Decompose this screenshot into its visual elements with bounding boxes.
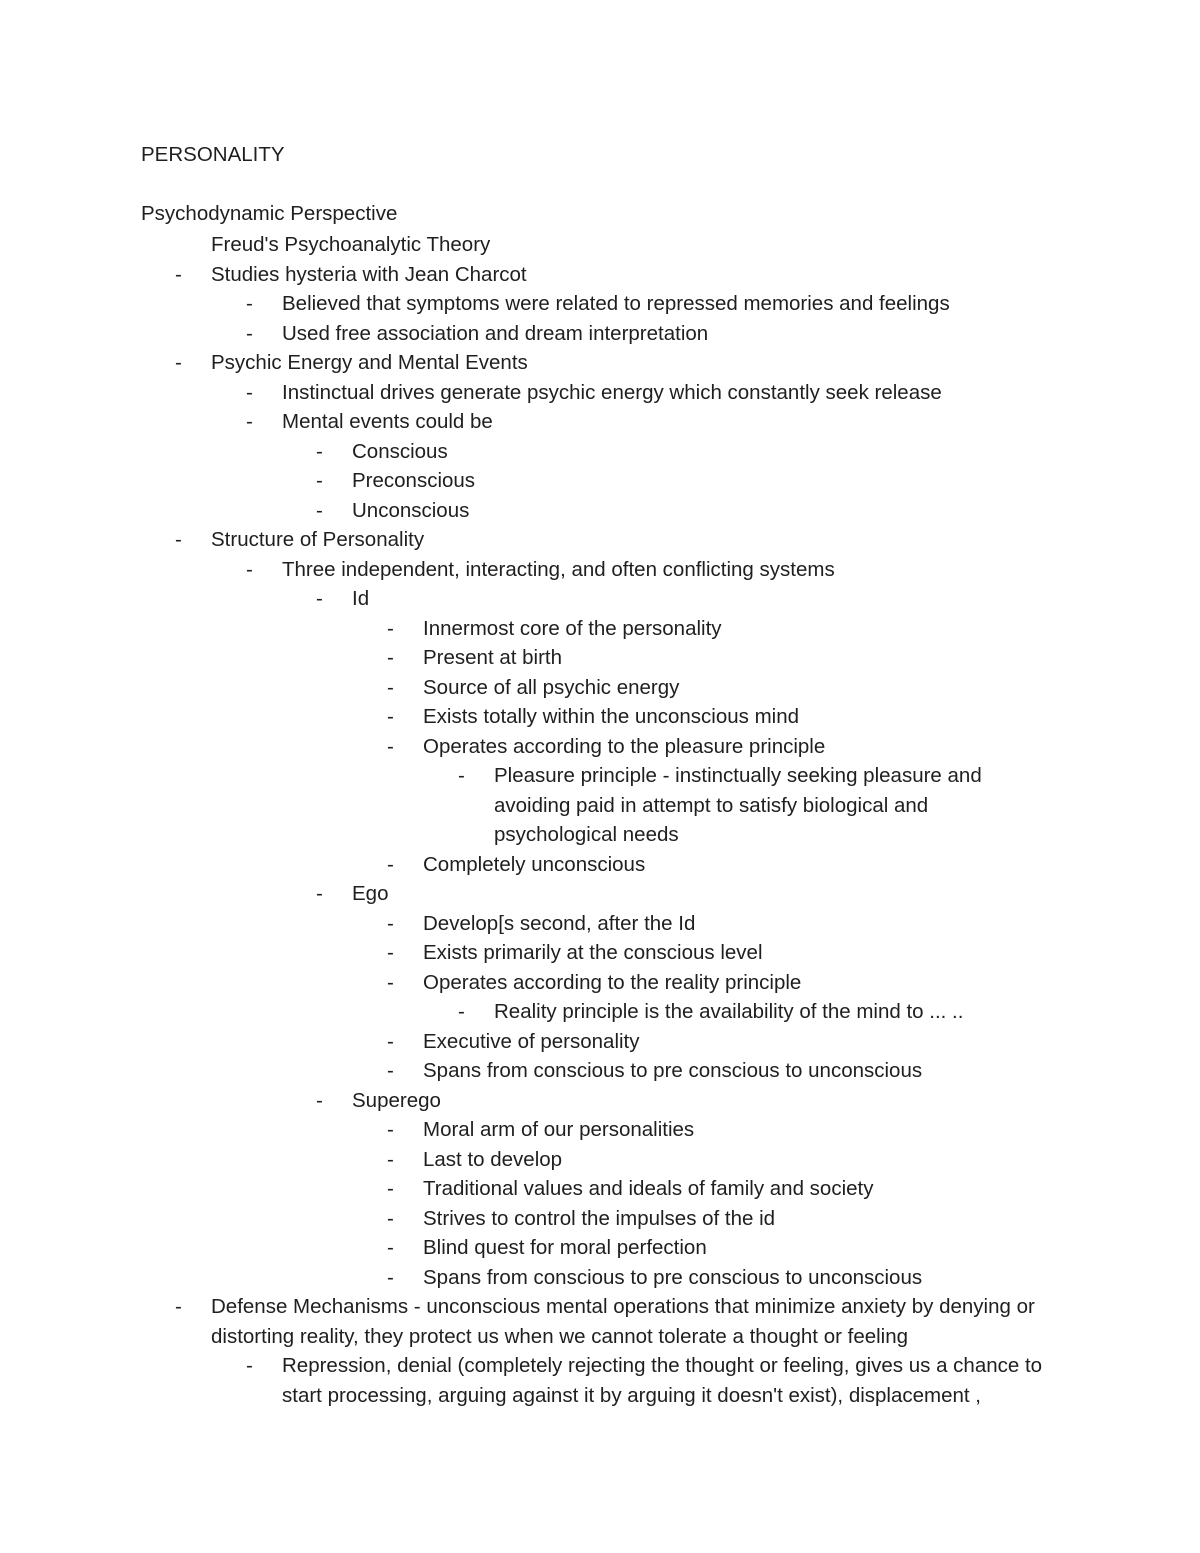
outline-item-text: Exists totally within the unconscious mind	[423, 705, 800, 728]
outline-item-text: Blind quest for moral perfection	[423, 1236, 707, 1259]
outline-item-text: Source of all psychic energy	[423, 675, 680, 699]
outline-item-text: Mental events could be	[282, 410, 493, 433]
outline-item-text: Moral arm of our personalities	[423, 1118, 695, 1141]
bullet-dash: -	[316, 469, 323, 492]
outline-item-text: Repression, denial (completely rejecting the thought or feeling, gives us a chance to start processing, arguing against it by arguing it doesn't exist), displacement ,	[282, 1354, 1043, 1407]
bullet-dash: -	[387, 941, 394, 964]
outline-item-text: Operates according to the reality principle	[423, 970, 802, 994]
bullet-dash: -	[387, 1206, 394, 1230]
bullet-dash: -	[316, 498, 323, 522]
outline-item-text: Completely unconscious	[423, 852, 646, 876]
bullet-dash: -	[387, 1177, 394, 1200]
bullet-dash: -	[387, 1265, 394, 1289]
bullet-dash: -	[246, 380, 253, 404]
outline-item-text: Freud's Psychoanalytic Theory	[211, 233, 491, 256]
bullet-dash: -	[316, 882, 323, 905]
bullet-dash: -	[387, 646, 394, 669]
bullet-dash: -	[175, 262, 182, 286]
outline-item-text: Executive of personality	[423, 1029, 640, 1053]
outline-item-text: Spans from conscious to pre conscious to unconscious	[423, 1059, 923, 1082]
outline-item-text: Develop[s second, after the Id	[423, 911, 696, 935]
outline-item-text: Instinctual drives generate psychic energy which constantly seek release	[282, 380, 942, 404]
bullet-dash: -	[387, 911, 394, 935]
bullet-dash: -	[387, 1236, 394, 1259]
outline-item-text: Defense Mechanisms - unconscious mental operations that minimize anxiety by denying or distorting reality, they protect us when we cannot tolerate a thought or feeling	[211, 1295, 1035, 1348]
bullet-dash: -	[387, 675, 394, 699]
outline-item-text: Structure of Personality	[211, 528, 425, 551]
bullet-dash: -	[246, 410, 253, 433]
outline-item-text: Present at birth	[423, 646, 563, 669]
bullet-dash: -	[246, 292, 253, 315]
outline-item-text: Unconscious	[352, 498, 470, 522]
bullet-dash: -	[316, 1088, 323, 1112]
outline-item-text: Psychic Energy and Mental Events	[211, 351, 528, 374]
outline-item-text: Operates according to the pleasure principle	[423, 734, 826, 758]
outline-item-text: Innermost core of the personality	[423, 616, 722, 640]
bullet-dash: -	[246, 321, 253, 345]
outline-item-text: Three independent, interacting, and often conflicting systems	[282, 557, 835, 581]
bullet-dash: -	[246, 557, 253, 581]
outline-item-text: Reality principle is the availability of the mind to ... ..	[494, 1000, 964, 1023]
outline-item-text: Superego	[352, 1088, 441, 1112]
bullet-dash: -	[387, 705, 394, 728]
bullet-dash: -	[387, 1059, 394, 1082]
outline-item-text: Believed that symptoms were related to repressed memories and feelings	[282, 292, 950, 315]
outline-item-text: Studies hysteria with Jean Charcot	[211, 262, 527, 286]
bullet-dash: -	[387, 1118, 394, 1141]
bullet-dash: -	[387, 616, 394, 640]
outline-item-text: Last to develop	[423, 1147, 563, 1171]
bullet-dash: -	[175, 351, 182, 374]
document-title: PERSONALITY	[141, 143, 285, 166]
bullet-dash: -	[387, 734, 394, 758]
bullet-dash: -	[316, 439, 323, 463]
bullet-dash: -	[387, 1029, 394, 1053]
outline-item-text: Pleasure principle - instinctually seeking pleasure and avoiding paid in attempt to satisfy biological and psychological needs	[494, 764, 982, 846]
outline-item-text: Conscious	[352, 439, 448, 463]
bullet-dash: -	[316, 587, 323, 610]
outline-item-text: Traditional values and ideals of family and society	[423, 1177, 874, 1200]
bullet-dash: -	[175, 1295, 182, 1318]
outline-item-text: Preconscious	[352, 469, 476, 492]
bullet-dash: -	[387, 1147, 394, 1171]
bullet-dash: -	[246, 1354, 253, 1377]
bullet-dash: -	[458, 1000, 465, 1023]
bullet-dash: -	[175, 528, 182, 551]
outline-item-text: Spans from conscious to pre conscious to unconscious	[423, 1265, 923, 1289]
section-heading: Psychodynamic Perspective	[141, 202, 398, 225]
outline-item-text: Used free association and dream interpretation	[282, 321, 709, 345]
bullet-dash: -	[387, 852, 394, 876]
outline-item-text: Id	[352, 587, 370, 610]
outline-item-text: Exists primarily at the conscious level	[423, 941, 763, 964]
bullet-dash: -	[387, 970, 394, 994]
outline-item-text: Strives to control the impulses of the id	[423, 1206, 776, 1230]
outline-item-text: Ego	[352, 882, 389, 905]
bullet-dash: -	[458, 764, 465, 787]
